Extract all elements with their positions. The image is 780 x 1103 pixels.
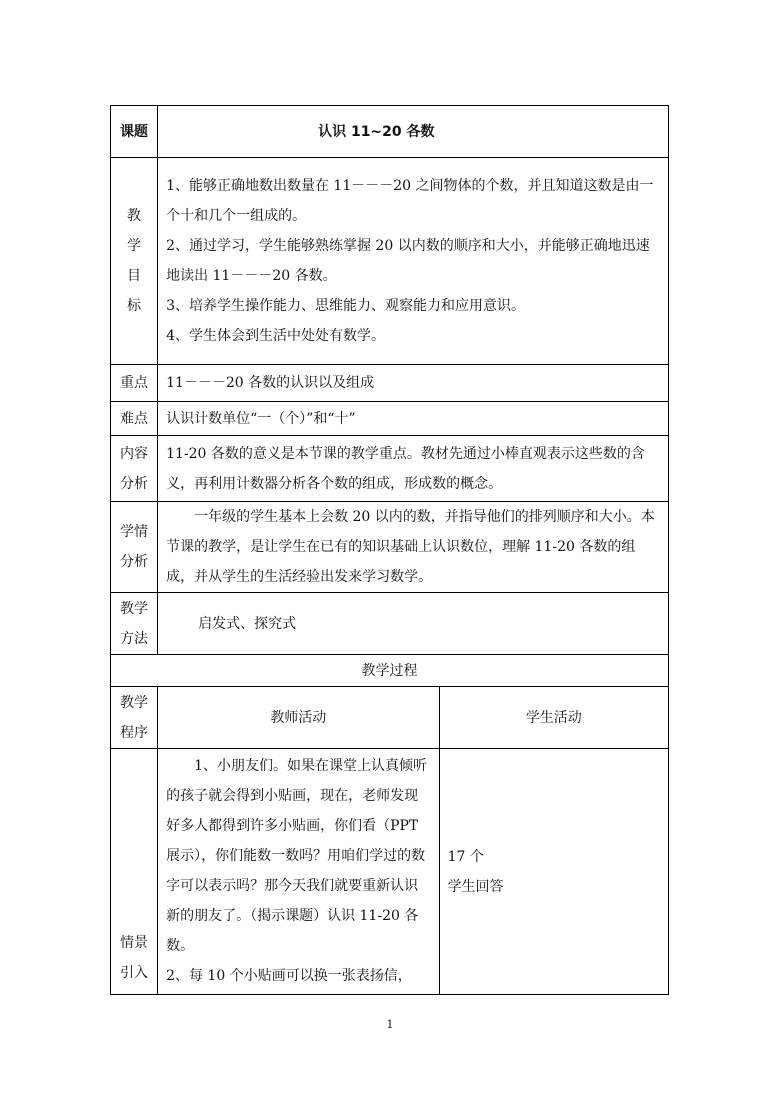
- label-line: 教学: [120, 600, 149, 617]
- teacher-activity-header: 教师活动: [158, 687, 439, 749]
- page-number: 1: [386, 1018, 394, 1031]
- label-line: 程序: [120, 724, 149, 741]
- objectives-row: [111, 158, 669, 365]
- process-header: 教学过程: [111, 655, 669, 687]
- label-line: 引入: [120, 965, 149, 981]
- label-line: 学情: [120, 524, 149, 540]
- teacher-paragraph: 1、小朋友们。如果在课堂上认真倾听的孩子就会得到小贴画，现在，老师发现好多人都得到许多小贴画，你们看（PPT 展示），你们能数一数吗？用咱们学过的数字可以表示吗？那今天我们就要重新认识新的朋友了。（揭示课题）认识 11-20 各数。: [166, 758, 427, 954]
- objectives-label-char: 学: [127, 238, 142, 254]
- method-text: 启发式、探究式: [158, 593, 669, 655]
- objectives-label-char: 教: [127, 208, 142, 224]
- method-row: [111, 593, 669, 655]
- objective-item: 3、培养学生操作能力、思维能力、观察能力和应用意识。: [166, 298, 525, 314]
- objective-item: 2、通过学习，学生能够熟练掌握 20 以内数的顺序和大小，并能够正确地迅速地读出 11－－－20 各数。: [166, 238, 650, 284]
- content-analysis-text: 11-20 各数的意义是本节课的教学重点。教材先通过小棒直观表示这些数的含义，再利用计数器分析各个数的组成，形成数的概念。: [158, 436, 669, 502]
- student-analysis-label: [111, 502, 158, 593]
- method-label: [111, 593, 158, 655]
- student-activity-content: [439, 749, 668, 995]
- label-line: 分析: [120, 475, 149, 492]
- difficulty-text: 认识计数单位“一（个）”和“十”: [158, 402, 669, 436]
- intro-label: [111, 749, 158, 995]
- student-activity-header: 学生活动: [439, 687, 668, 749]
- process-header-row: [111, 655, 669, 687]
- process-label: [111, 687, 158, 749]
- student-line: 学生回答: [447, 878, 504, 895]
- title-row: [111, 106, 669, 158]
- objectives-label: [111, 158, 158, 365]
- lesson-plan-table: [110, 105, 669, 995]
- difficulty-row: [111, 402, 669, 436]
- key-point-row: [111, 365, 669, 402]
- key-point-label: 重点: [111, 365, 158, 402]
- teacher-paragraph: 2、每 10 个小贴画可以换一张表扬信，: [166, 968, 412, 984]
- student-analysis-text: 一年级的学生基本上会数 20 以内的数，并指导他们的排列顺序和大小。本节课的教学，是让学生在已有的知识基础上认识数位，理解 11-20 各数的组成，并从学生的生活经验出发来学习数学。: [158, 502, 669, 593]
- key-point-text: 11－－－20 各数的认识以及组成: [158, 365, 669, 402]
- teacher-activity-content: [158, 749, 439, 995]
- student-line: 17 个: [447, 848, 484, 865]
- lesson-title: 认识 11~20 各数: [158, 106, 669, 158]
- title-label: 课题: [111, 106, 158, 158]
- difficulty-label: 难点: [111, 402, 158, 436]
- objectives-label-char: 标: [127, 298, 142, 314]
- content-analysis-row: [111, 436, 669, 502]
- objective-item: 4、学生体会到生活中处处有数学。: [166, 328, 385, 344]
- label-line: 内容: [120, 445, 149, 462]
- objective-item: 1、能够正确地数出数量在 11－－－20 之间物体的个数，并且知道这数是由一个十和几个一组成的。: [166, 178, 654, 224]
- label-line: 情景: [120, 935, 149, 951]
- process-columns-row: [111, 687, 669, 749]
- objectives-label-char: 目: [127, 268, 142, 284]
- objectives-content: [158, 158, 669, 365]
- label-line: 方法: [120, 630, 149, 647]
- label-line: 分析: [120, 554, 149, 570]
- student-analysis-row: [111, 502, 669, 593]
- label-line: 教学: [120, 694, 149, 711]
- content-analysis-label: [111, 436, 158, 502]
- intro-row: [111, 749, 669, 995]
